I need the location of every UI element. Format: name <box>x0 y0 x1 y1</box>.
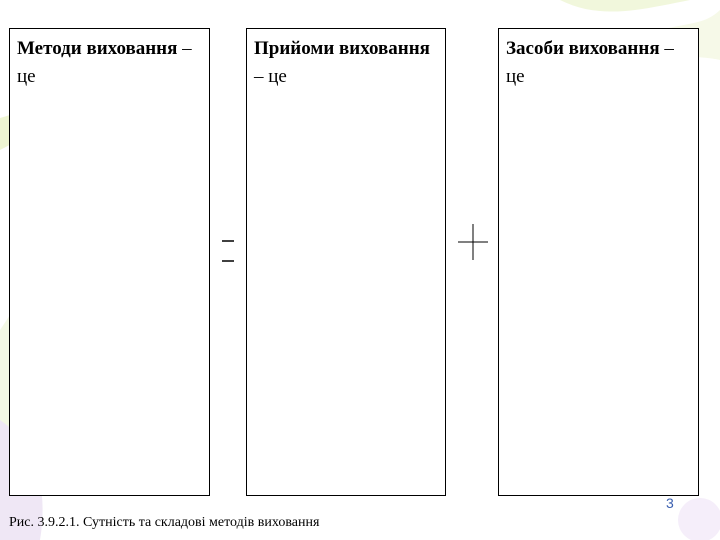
techniques-suffix: – це <box>254 66 287 87</box>
techniques-box <box>246 28 446 496</box>
page-number: 3 <box>666 495 674 511</box>
means-box <box>498 28 699 496</box>
equals-icon <box>218 234 238 266</box>
plus-icon <box>455 222 491 262</box>
means-title: Засоби виховання <box>506 38 660 59</box>
means-suffix: – це <box>506 38 674 87</box>
methods-box <box>9 28 210 496</box>
figure-caption: Рис. 3.9.2.1. Сутність та складові методів виховання <box>9 515 320 530</box>
methods-suffix: – це <box>17 38 192 87</box>
methods-title: Методи виховання <box>17 38 178 59</box>
techniques-title: Прийоми виховання <box>254 38 430 59</box>
